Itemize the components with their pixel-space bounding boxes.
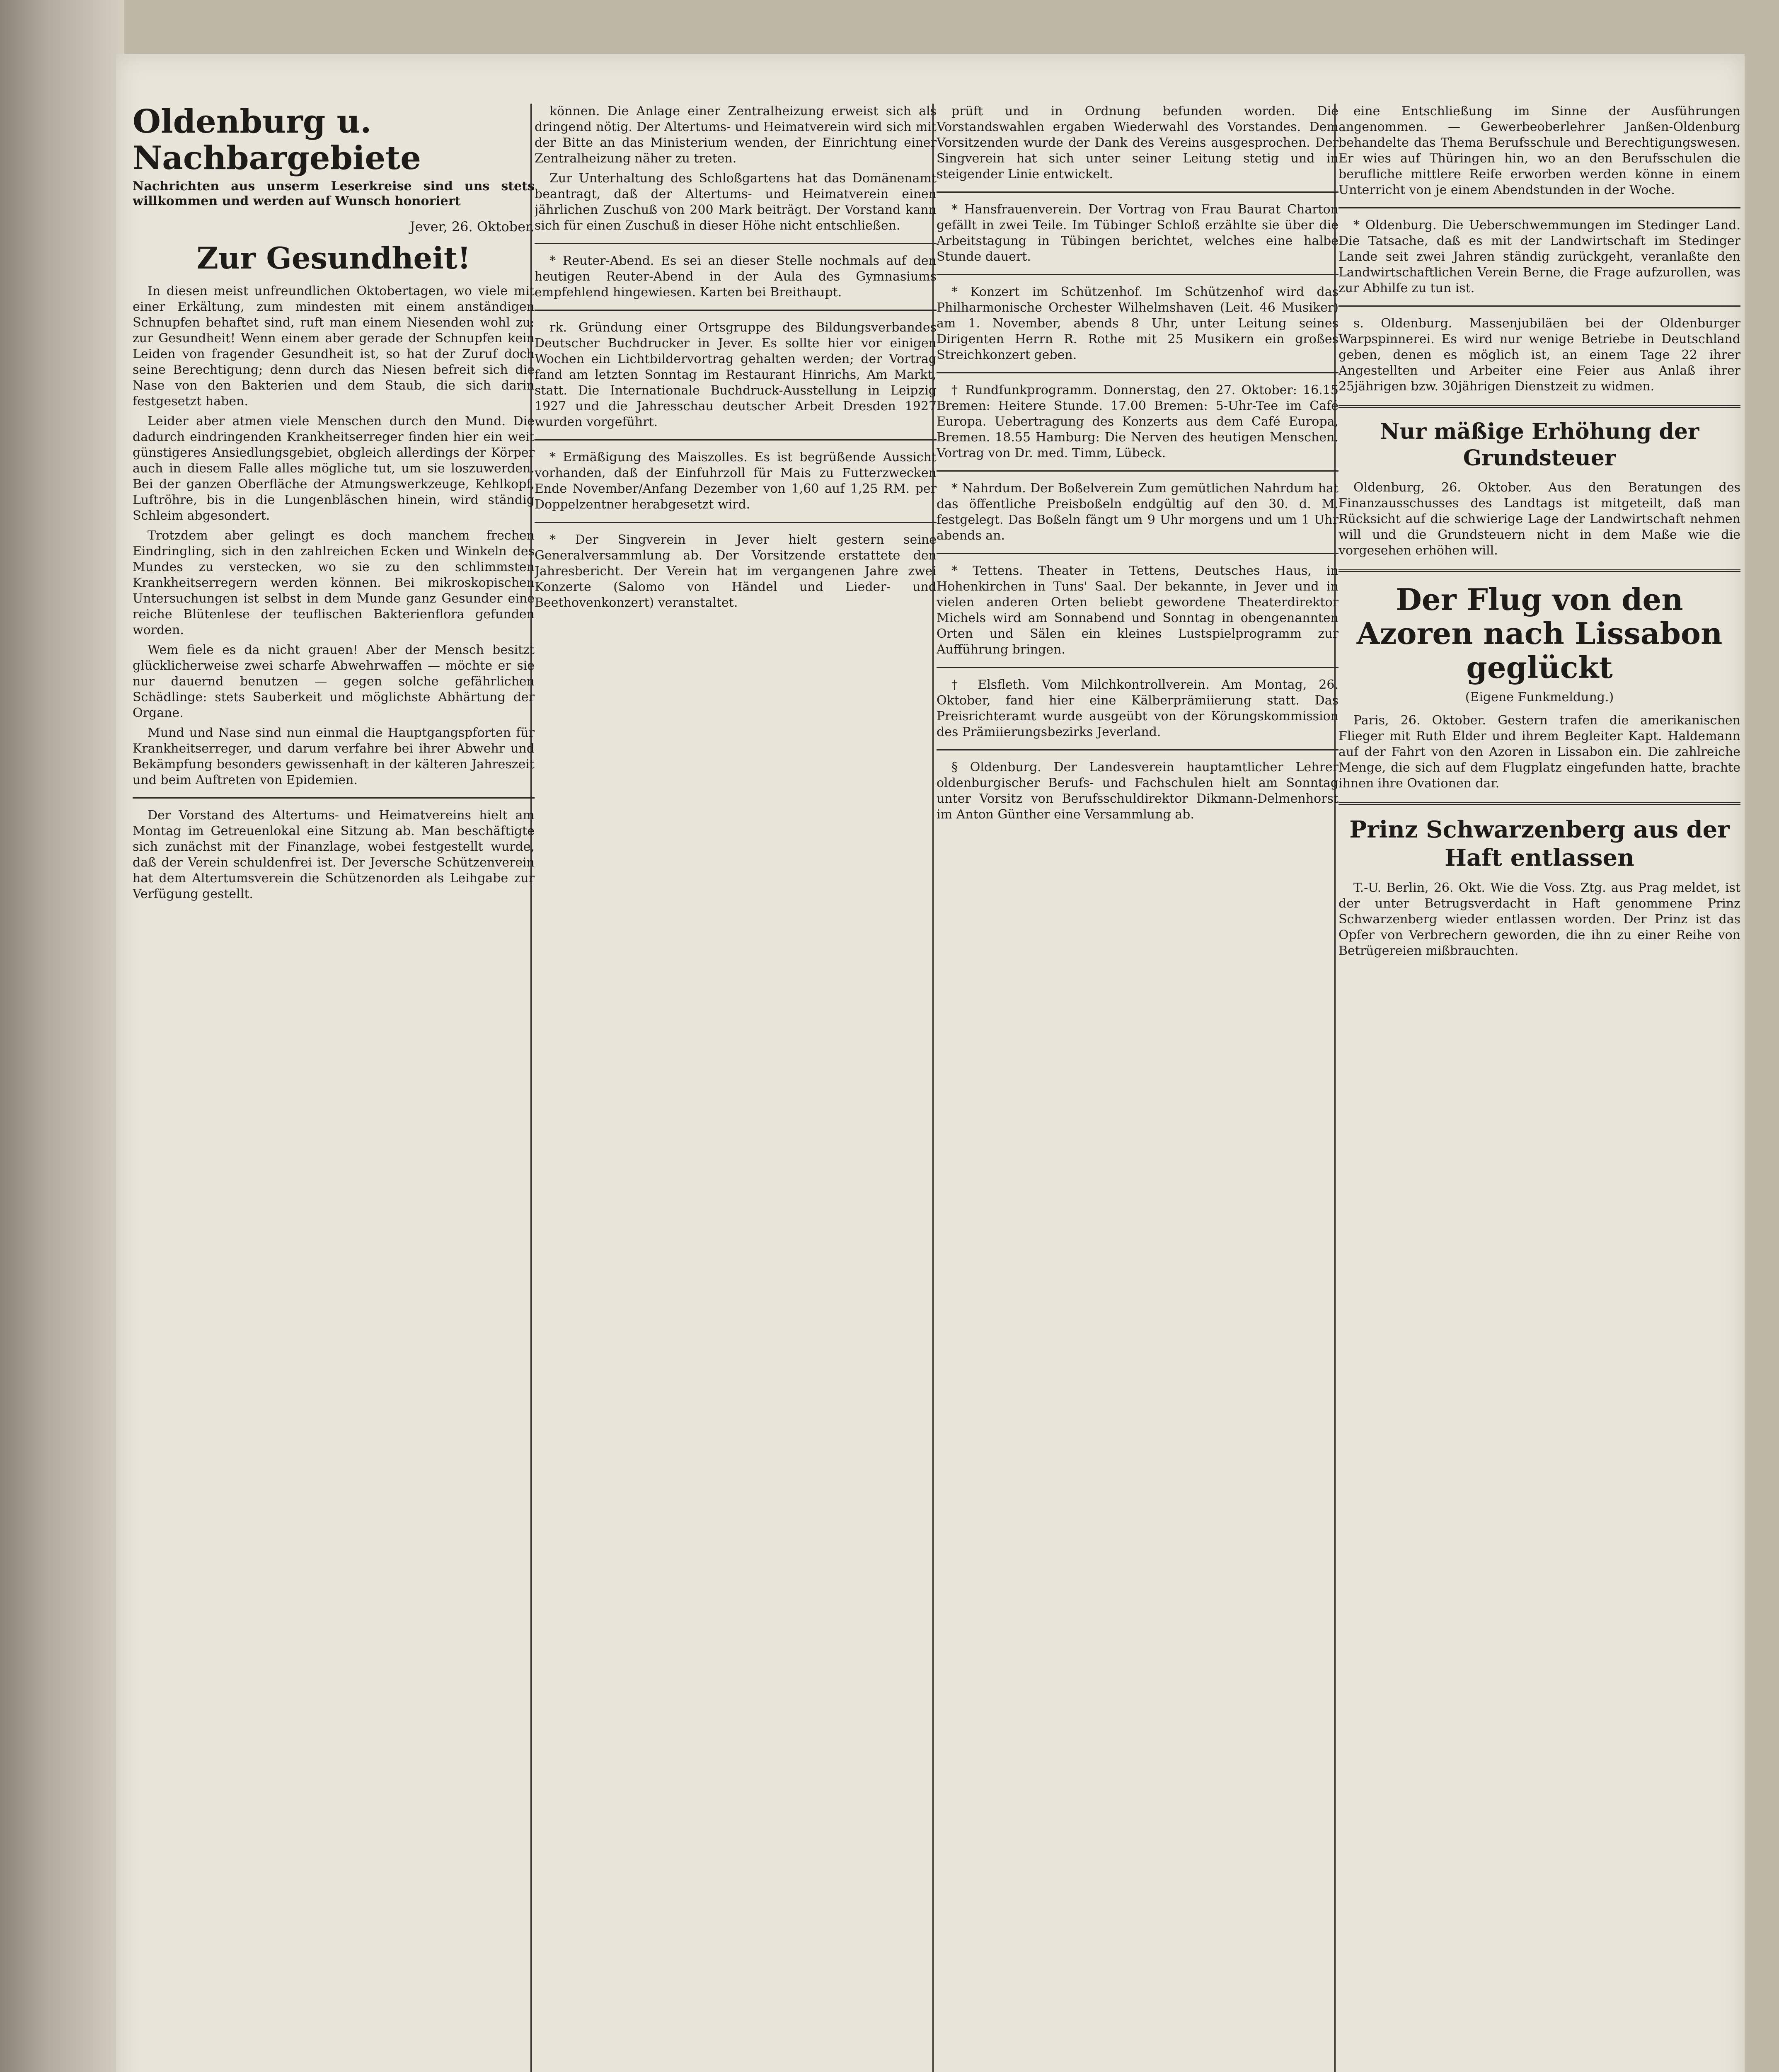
article-paragraph: * Hansfrauenverein. Der Vortrag von Frau Baurat Charton gefällt in zwei Teile. Im Tübinger Schloß erzählte sie über die Arbeitstagung in Tübingen berichtet, welches eine halbe Stunde dauert.	[937, 202, 1338, 264]
article-paragraph: Trotzdem aber gelingt es doch manchem frechen Eindringling, sich in den zahlreichen Ecken und Winkeln des Mundes zu verstecken, wo sie zu den schlimmsten Krankheitserregern werden können. Bei mikroskopischen Untersuchungen ist selbst in dem Munde ganz Gesunder eine reiche Blütenlese der teuflischen Bakterienflora gefunden worden.	[133, 528, 535, 637]
article-subhead: (Eigene Funkmeldung.)	[1465, 690, 1614, 704]
double-divider	[1338, 569, 1740, 572]
article-paragraph: Zur Unterhaltung des Schloßgartens hat das Domänenamt beantragt, daß der Altertums- und Heimatverein einen jährlichen Zuschuß von 200 Mark beiträgt. Der Vorstand kann sich für einen Zuschuß in dieser Höhe nicht entschließen.	[535, 171, 937, 233]
article-paragraph: rk. Gründung einer Ortsgruppe des Bildungsverbandes Deutscher Buchdrucker in Jever. Es sollte hier vor einigen Wochen ein Lichtbildervortrag gehalten werden; der Vortrag fand am letzten Sonntag im Restaurant Hinrichs, Am Markt, statt. Die Internationale Buchdruck-Ausstellung in Leipzig 1927 und die Jahresschau deutscher Arbeit Dresden 1927 wurden vorgeführt.	[535, 320, 937, 429]
divider	[133, 797, 535, 799]
article-paragraph: * Tettens. Theater in Tettens, Deutsches Haus, in Hohenkirchen in Tuns' Saal. Der bekannte, in Jever und in vielen anderen Orten beliebt gewordene Theaterdirektor Michels wird am Sonnabend und Sonntag in obengenannten Orten und Sälen ein kleines Lustspielprogramm zur Aufführung bringen.	[937, 564, 1338, 657]
divider	[535, 310, 937, 311]
article-paragraph: Oldenburg, 26. Oktober. Aus den Beratungen des Finanzausschusses des Landtags ist mitgeteilt, daß man Rücksicht auf die schwierige Lage der Landwirtschaft nehmen will und die Grundsteuern nicht in dem Maße wie die vorgesehen erhöhen will.	[1338, 480, 1740, 558]
article-paragraph: * Reuter-Abend. Es sei an dieser Stelle nochmals auf den heutigen Reuter-Abend in der Aula des Gymnasiums empfehlend hingewiesen. Karten bei Breithaupt.	[535, 254, 937, 300]
article-paragraph: T.-U. Berlin, 26. Okt. Wie die Voss. Ztg. aus Prag meldet, ist der unter Betrugsverdacht in Haft genommene Prinz Schwarzenberg wieder entlassen worden. Der Prinz ist das Opfer von Verbrechern geworden, die ihn zu einer Reihe von Betrügereien mißbrauchten.	[1338, 881, 1740, 958]
article-paragraph: eine Entschließung im Sinne der Ausführungen angenommen. — Gewerbeoberlehrer Janßen-Oldenburg behandelte das Thema Berufsschule und Berechtigungswesen. Er wies auf Thüringen hin, wo an den Berufsschulen die berufliche mittlere Reife erworben werden könne in einem Unterricht von je einem Abendstunden in der Woche.	[1338, 104, 1740, 197]
article-paragraph: können. Die Anlage einer Zentralheizung erweist sich als dringend nötig. Der Altertums- und Heimatverein wird sich mit der Bitte an das Ministerium wenden, der Einrichtung einer Zentralheizung näher zu treten.	[535, 104, 937, 166]
article-paragraph: * Konzert im Schützenhof. Im Schützenhof wird das Philharmonische Orchester Wilhelmshaven (Leit. 46 Musiker) am 1. November, abends 8 Uhr, unter Leitung seines Dirigenten Herrn R. Rothe mit 25 Musikern ein großes Streichkonzert geben.	[937, 285, 1338, 362]
double-divider	[1338, 802, 1740, 805]
column-4	[1338, 104, 1740, 2072]
divider	[937, 749, 1338, 750]
article-headline: Prinz Schwarzenberg aus der Haft entlassen	[1349, 816, 1730, 871]
newspaper-page	[116, 54, 1745, 2072]
article-paragraph: § Oldenburg. Der Landesverein hauptamtlicher Lehrer oldenburgischer Berufs- und Fachschulen hielt am Sonntag unter Vorsitz von Berufsschuldirektor Dikmann-Delmenhorst im Anton Günther eine Versammlung ab.	[937, 760, 1338, 822]
double-divider	[1338, 405, 1740, 408]
article-headline: Der Flug von den Azoren nach Lissabon geglückt	[1356, 582, 1723, 685]
divider	[937, 372, 1338, 373]
article-paragraph: * Nahrdum. Der Boßelverein Zum gemütlichen Nahrdum hat das öffentliche Preisboßeln endgültig auf den 30. d. M. festgelegt. Das Boßeln fängt um 9 Uhr morgens und um 1 Uhr abends an.	[937, 481, 1338, 543]
article-paragraph: Paris, 26. Oktober. Gestern trafen die amerikanischen Flieger mit Ruth Elder und ihrem Begleiter Kapt. Haldemann auf der Fahrt von den Azoren in Lissabon ein. Die zahlreiche Menge, die sich auf dem Flugplatz eingefunden hatte, brachte ihnen ihre Ovationen dar.	[1338, 713, 1740, 791]
article-paragraph: * Oldenburg. Die Ueberschwemmungen im Stedinger Land. Die Tatsache, daß es mit der Landwirtschaft im Stedinger Lande seit zwei Jahren ständig zurückgeht, veranlaßte den Landwirtschaftlichen Verein Berne, die Frage aufzurollen, was zur Abhilfe zu tun ist.	[1338, 218, 1740, 295]
article-paragraph: In diesen meist unfreundlichen Oktobertagen, wo viele mit einer Erkältung, zum mindesten mit einem anständigen Schnupfen behaftet sind, ruft man einem Niesenden wohl zu: zur Gesundheit! Wenn einem aber gerade der Schnupfen kein Leiden von fragender Gesundheit ist, so hat der Zuruf doch seine Berechtigung; denn durch das Niesen befreit sich die Nase von den Bakterien und dem Staub, die sich darin festgesetzt haben.	[133, 284, 535, 409]
column-2	[535, 104, 937, 2072]
divider	[937, 667, 1338, 668]
dateline: Jever, 26. Oktober.	[409, 219, 535, 235]
article-paragraph: s. Oldenburg. Massenjubiläen bei der Oldenburger Warpspinnerei. Es wird nur wenige Betriebe in Deutschland geben, denen es möglich ist, an einem Tage 22 ihrer Angestellten und Arbeiter eine Feier aus Anlaß ihrer 25jährigen bzw. 30jährigen Dienstzeit zu widmen.	[1338, 316, 1740, 394]
article-paragraph: † Elsfleth. Vom Milchkontrollverein. Am Montag, 26. Oktober, fand hier eine Kälberprämiierung statt. Das Preisrichteramt wurde ausgeübt von der Körungskommission des Prämiierungsbezirks Jeverland.	[937, 678, 1338, 739]
section-title: Oldenburg u. Nachbargebiete	[133, 104, 421, 177]
divider	[535, 243, 937, 244]
article-paragraph: * Der Singverein in Jever hielt gestern seine Generalversammlung ab. Der Vorsitzende erstattete den Jahresbericht. Der Verein hat im vergangenen Jahre zwei Konzerte (Salomo von Händel und Lieder- und Beethovenkonzert) veranstaltet.	[535, 533, 937, 610]
article-paragraph: prüft und in Ordnung befunden worden. Die Vorstandswahlen ergaben Wiederwahl des Vorstandes. Dem Vorsitzenden wurde der Dank des Vereins ausgesprochen. Der Singverein hat sich unter seiner Leitung stetig und in steigender Linie entwickelt.	[937, 104, 1338, 182]
article-headline: Nur mäßige Erhöhung der Grundsteuer	[1380, 419, 1699, 471]
divider	[937, 553, 1338, 554]
article-paragraph: Leider aber atmen viele Menschen durch den Mund. Die dadurch eindringenden Krankheitserreger finden hier ein weit günstigeres Ansiedlungsgebiet, obgleich allerdings der Körper auch in diesem Falle alles mögliche tut, um sie loszuwerden. Bei der ganzen Oberfläche der Atmungswerkzeuge, Kehlkopf, Luftröhre, bis in die Lungenbläschen hinein, wird ständig Schleim abgesondert.	[133, 414, 535, 523]
article-paragraph: † Rundfunkprogramm. Donnerstag, den 27. Oktober: 16.15 Bremen: Heitere Stunde. 17.00 Bremen: 5-Uhr-Tee im Café Europa. Uebertragung des Konzerts aus dem Café Europa, Bremen. 18.55 Hamburg: Die Nerven des heutigen Menschen. Vortrag von Dr. med. Timm, Lübeck.	[937, 383, 1338, 460]
article-headline: Zur Gesundheit!	[196, 240, 471, 276]
divider	[937, 470, 1338, 472]
divider	[535, 522, 937, 523]
divider	[937, 274, 1338, 275]
book-gutter	[0, 0, 124, 2072]
column-3	[937, 104, 1338, 2072]
divider	[1338, 207, 1740, 208]
divider	[1338, 305, 1740, 307]
divider	[535, 439, 937, 441]
article-paragraph: * Ermäßigung des Maiszolles. Es ist begrüßende Aussicht vorhanden, daß der Einfuhrzoll für Mais zu Futterzwecken Ende November/Anfang Dezember von 1,60 auf 1,25 RM. per Doppelzentner herabgesetzt wird.	[535, 450, 937, 512]
divider	[937, 191, 1338, 193]
article-paragraph: Mund und Nase sind nun einmal die Hauptgangspforten für Krankheitserreger, und darum verfahre bei ihrer Abwehr und Bekämpfung besonders gewissenhaft in der kälteren Jahreszeit und beim Auftreten von Epidemien.	[133, 726, 535, 787]
article-paragraph: Wem fiele es da nicht grauen! Aber der Mensch besitzt glücklicherweise zwei scharfe Abwehrwaffen — möchte er sie nur dauernd benutzen — gegen solche gefährlichen Schädlinge: stets Sauberkeit und möglichste Abhärtung der Organe.	[133, 643, 535, 720]
article-paragraph: Der Vorstand des Altertums- und Heimatvereins hielt am Montag im Getreuenlokal eine Sitzung ab. Man beschäftigte sich zunächst mit der Finanzlage, wobei festgestellt wurde, daß der Verein schuldenfrei ist. Der Jeversche Schützenverein hat dem Altertumsverein die Schützenorden als Leihgabe zur Verfügung gestellt.	[133, 808, 535, 901]
column-1	[133, 104, 535, 2072]
section-subtitle: Nachrichten aus unserm Leserkreise sind uns stets willkommen und werden auf Wunsch honoriert	[133, 179, 535, 208]
